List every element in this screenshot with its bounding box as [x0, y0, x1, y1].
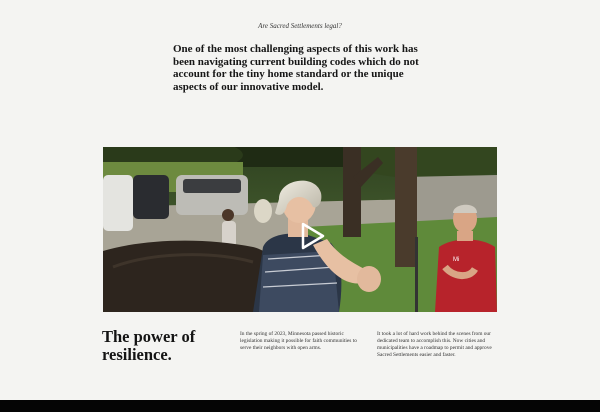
faq-question: Are Sacred Settlements legal?	[258, 22, 342, 30]
section-title: The power of resilience.	[102, 327, 196, 364]
video-thumbnail	[103, 147, 497, 312]
resilience-paragraph-2: It took a lot of hard work behind the scenes from our dedicated team to accomplish this. Now cities and municipalities have a roadmap to permit and approve Sacred Settlements easier and faster.	[377, 331, 492, 358]
play-icon[interactable]	[301, 222, 325, 250]
svg-text:Mi: Mi	[453, 257, 460, 263]
faq-answer: One of the most challenging aspects of this work has been navigating current building codes which do not account for the tiny home standard or the unique aspects of our innovative model.	[173, 43, 419, 93]
bottom-bar	[0, 400, 600, 412]
video-player[interactable]	[103, 147, 497, 312]
resilience-paragraph-1: In the spring of 2023, Minnesota passed historic legislation making it possible for faith communities to serve their neighbors with open arms.	[240, 331, 357, 351]
